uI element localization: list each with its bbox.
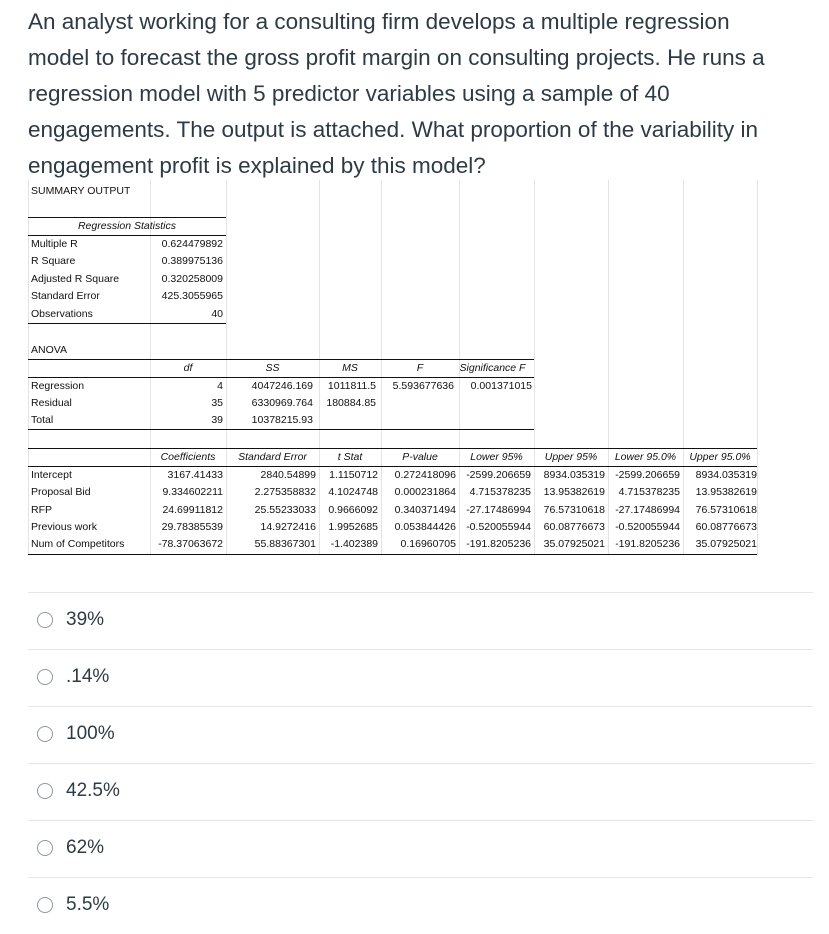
- coef-value: 8934.035319: [543, 469, 605, 481]
- coef-row-label: RFP: [31, 504, 52, 516]
- anova-df: 39: [211, 414, 223, 426]
- stat-value: 0.320258009: [161, 273, 223, 285]
- coef-value: -191.8205236: [615, 538, 680, 550]
- coef-value: 0.272418096: [394, 469, 456, 481]
- stat-label: Multiple R: [31, 238, 78, 250]
- coef-value: -27.17486994: [615, 504, 680, 516]
- coef-value: -0.520055944: [615, 521, 680, 533]
- regression-output-image: [28, 180, 758, 555]
- anova-ms: 180884.85: [326, 397, 376, 409]
- anova-row-label: Total: [31, 414, 54, 426]
- coef-value: -78.37063672: [158, 538, 223, 550]
- coef-value: 76.57310618: [543, 504, 605, 516]
- anova-f: 5.593677636: [392, 380, 454, 392]
- radio-button[interactable]: [37, 840, 53, 856]
- coef-header: t Stat: [337, 451, 363, 463]
- radio-button[interactable]: [37, 726, 53, 742]
- regression-statistics-header: Regression Statistics: [77, 220, 177, 232]
- radio-button[interactable]: [37, 897, 53, 913]
- coef-value: 9.334602211: [162, 486, 223, 498]
- coef-row-label: Num of Competitors: [31, 538, 125, 550]
- question-text: [28, 4, 818, 184]
- answer-option[interactable]: [28, 763, 813, 820]
- coef-value: 4.1024748: [328, 486, 378, 498]
- question-line: engagement profit is explained by this model?: [28, 153, 486, 178]
- coef-value: 1.9952685: [328, 521, 378, 533]
- coef-value: 13.95382619: [543, 486, 605, 498]
- coef-value: -27.17486994: [466, 504, 531, 516]
- answer-option[interactable]: [28, 877, 813, 934]
- coef-value: -1.402389: [330, 538, 378, 550]
- anova-df: 35: [211, 397, 223, 409]
- answer-option[interactable]: [28, 649, 813, 706]
- coef-row-label: Proposal Bid: [31, 486, 91, 498]
- coef-header: P-value: [402, 451, 438, 463]
- coef-value: 0.9666092: [328, 504, 378, 516]
- answer-option[interactable]: [28, 820, 813, 877]
- coef-value: 8934.035319: [695, 469, 757, 481]
- anova-header-ms: MS: [342, 362, 358, 374]
- coef-value: -191.8205236: [466, 538, 531, 550]
- stat-value: 0.624479892: [161, 238, 223, 250]
- coef-value: 76.57310618: [695, 504, 757, 516]
- coef-value: -2599.206659: [466, 469, 531, 481]
- coef-value: 25.55233033: [254, 504, 316, 516]
- coef-value: 24.69911812: [162, 504, 223, 516]
- coef-value: 1.1150712: [329, 469, 378, 481]
- coef-header: Lower 95%: [470, 451, 523, 463]
- anova-header-f: F: [416, 362, 424, 374]
- anova-ss: 4047246.169: [251, 380, 313, 392]
- coef-value: 13.95382619: [695, 486, 757, 498]
- coef-value: 29.78385539: [161, 521, 223, 533]
- answer-option-label: 62%: [66, 837, 105, 858]
- summary-output-title: SUMMARY OUTPUT: [31, 185, 131, 197]
- coef-value: 4.715378235: [469, 486, 531, 498]
- question-line: regression model with 5 predictor variables using a sample of 40: [28, 81, 670, 106]
- answer-option-label: 5.5%: [66, 894, 110, 915]
- anova-title: ANOVA: [31, 344, 67, 356]
- coef-value: 35.07925021: [695, 538, 757, 550]
- coef-row-label: Previous work: [31, 521, 97, 533]
- coef-value: 4.715378235: [618, 486, 680, 498]
- anova-significance-f: 0.001371015: [470, 380, 532, 392]
- coef-value: 2.275358832: [254, 486, 316, 498]
- answer-option-label: .14%: [66, 666, 110, 687]
- radio-button[interactable]: [37, 669, 53, 685]
- coef-value: 0.340371494: [394, 504, 456, 516]
- coef-header: Upper 95%: [544, 451, 598, 463]
- coef-value: 0.000231864: [394, 486, 456, 498]
- coef-value: 0.16960705: [400, 538, 456, 550]
- anova-df: 4: [217, 380, 223, 392]
- anova-ss: 6330969.764: [251, 397, 313, 409]
- question-line: engagements. The output is attached. What proportion of the variability in: [28, 117, 759, 142]
- coef-value: 55.88367301: [254, 538, 316, 550]
- coef-value: 60.08776673: [695, 521, 757, 533]
- coef-value: 0.053844426: [394, 521, 456, 533]
- anova-header-significance-f: Significance F: [459, 362, 526, 374]
- anova-ss: 10378215.93: [251, 414, 313, 426]
- coef-value: 2840.54899: [260, 469, 316, 481]
- coef-value: -2599.206659: [615, 469, 680, 481]
- stat-label: Observations: [31, 308, 93, 320]
- answer-option-label: 42.5%: [66, 780, 120, 801]
- coef-value: 60.08776673: [543, 521, 605, 533]
- radio-button[interactable]: [37, 612, 53, 628]
- radio-button[interactable]: [37, 783, 53, 799]
- stat-label: R Square: [31, 255, 76, 267]
- coef-row-label: Intercept: [31, 469, 72, 481]
- answer-option[interactable]: [28, 706, 813, 763]
- coef-value: 3167.41433: [167, 469, 223, 481]
- answer-option[interactable]: [28, 592, 813, 649]
- coef-value: -0.520055944: [466, 521, 531, 533]
- stat-value: 40: [211, 308, 223, 320]
- answer-option-label: 100%: [66, 723, 115, 744]
- coef-header: Standard Error: [238, 451, 307, 463]
- stat-value: 425.3055965: [161, 290, 223, 302]
- answer-option-label: 39%: [66, 609, 105, 630]
- question-line: An analyst working for a consulting firm develops a multiple regression: [28, 9, 730, 34]
- anova-header-ss: SS: [265, 362, 280, 374]
- coef-header: Lower 95.0%: [614, 451, 677, 463]
- anova-ms: 1011811.5: [327, 380, 376, 392]
- coef-header: Upper 95.0%: [689, 451, 751, 463]
- stat-label: Standard Error: [31, 290, 100, 302]
- coef-value: 35.07925021: [543, 538, 605, 550]
- question-line: model to forecast the gross profit margin on consulting projects. He runs a: [28, 45, 765, 70]
- anova-row-label: Residual: [31, 397, 72, 409]
- anova-header-df: df: [183, 362, 193, 374]
- stat-label: Adjusted R Square: [31, 273, 120, 285]
- coef-value: 14.9272416: [260, 521, 316, 533]
- anova-row-label: Regression: [31, 380, 85, 392]
- stat-value: 0.389975136: [161, 255, 223, 267]
- coef-header: Coefficients: [160, 451, 216, 463]
